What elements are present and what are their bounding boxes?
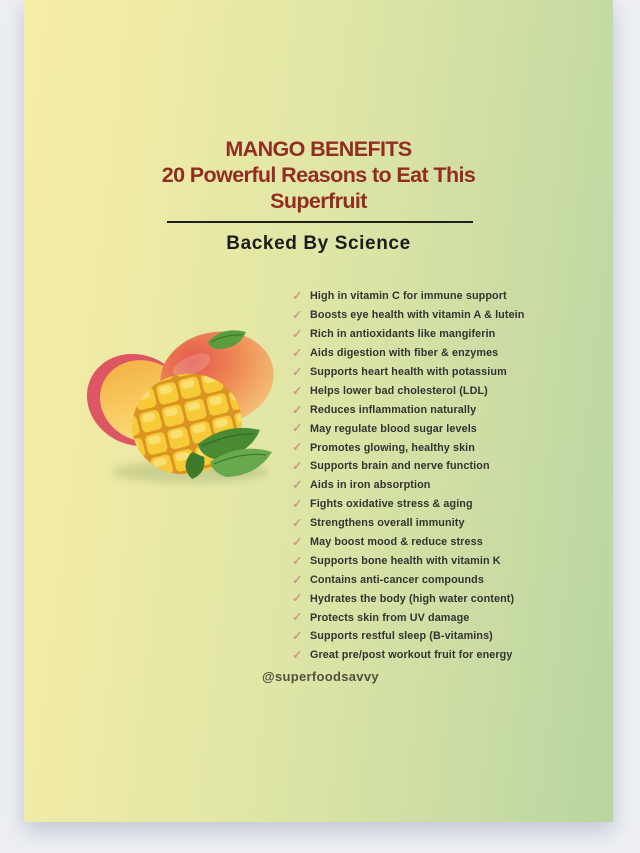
benefit-text: Supports brain and nerve function xyxy=(310,460,490,473)
subtitle: Backed By Science xyxy=(226,233,411,254)
benefits-list xyxy=(292,287,524,665)
title-divider xyxy=(167,221,473,223)
benefit-text: Promotes glowing, healthy skin xyxy=(310,441,475,454)
benefit-item xyxy=(292,400,524,419)
benefit-item xyxy=(292,363,524,382)
benefit-item xyxy=(292,627,524,646)
benefit-item xyxy=(292,551,524,570)
benefit-item xyxy=(292,287,524,306)
benefit-item xyxy=(292,514,524,533)
benefit-text: Supports heart health with potassium xyxy=(310,366,507,378)
benefit-item xyxy=(292,608,524,627)
benefit-text: Fights oxidative stress & aging xyxy=(310,498,473,511)
title-line-3: Superfruit xyxy=(270,189,367,213)
check-icon: ✓ xyxy=(292,345,303,360)
benefit-text: Boosts eye health with vitamin A & lutein xyxy=(310,309,525,322)
benefit-item xyxy=(292,325,524,344)
check-icon: ✓ xyxy=(292,308,303,323)
benefit-text: Rich in antioxidants like mangiferin xyxy=(310,328,496,341)
benefit-text: Supports restful sleep (B-vitamins) xyxy=(310,630,493,643)
benefit-text: Helps lower bad cholesterol (LDL) xyxy=(310,384,488,397)
benefit-text: Supports bone health with vitamin K xyxy=(310,554,501,567)
benefit-text: Great pre/post workout fruit for energy xyxy=(310,649,513,662)
check-icon: ✓ xyxy=(292,496,303,511)
benefit-item xyxy=(292,495,524,514)
benefit-text: Protects skin from UV damage xyxy=(310,611,470,624)
title-line-1: MANGO BENEFITS xyxy=(225,137,412,161)
check-icon: ✓ xyxy=(292,648,303,663)
check-icon: ✓ xyxy=(292,553,303,568)
benefit-text: Aids digestion with fiber & enzymes xyxy=(310,347,499,360)
benefit-text: Strengthens overall immunity xyxy=(310,517,465,530)
benefit-item xyxy=(292,589,524,608)
check-icon: ✓ xyxy=(292,572,303,587)
benefit-item xyxy=(292,306,524,325)
check-icon: ✓ xyxy=(292,629,303,644)
check-icon: ✓ xyxy=(292,326,303,341)
benefit-text: Hydrates the body (high water content) xyxy=(310,592,515,605)
poster-title xyxy=(24,136,613,214)
poster-card xyxy=(24,0,613,822)
check-icon: ✓ xyxy=(292,421,303,436)
mango-illustration xyxy=(80,326,292,488)
check-icon: ✓ xyxy=(292,610,303,625)
benefit-text: Aids in iron absorption xyxy=(310,479,431,492)
check-icon: ✓ xyxy=(292,440,303,455)
benefit-text: High in vitamin C for immune support xyxy=(310,290,507,303)
check-icon: ✓ xyxy=(292,459,303,474)
benefit-item xyxy=(292,646,524,665)
benefit-item xyxy=(292,438,524,457)
benefit-item xyxy=(292,533,524,552)
benefit-text: May regulate blood sugar levels xyxy=(310,422,477,435)
check-icon: ✓ xyxy=(292,383,303,398)
check-icon: ✓ xyxy=(292,515,303,530)
check-icon: ✓ xyxy=(292,364,303,379)
benefit-item xyxy=(292,381,524,400)
check-icon: ✓ xyxy=(292,402,303,417)
title-line-2: 20 Powerful Reasons to Eat This xyxy=(161,163,476,187)
benefit-text: Reduces inflammation naturally xyxy=(310,403,477,416)
social-handle: @superfoodsavvy xyxy=(262,669,379,684)
check-icon: ✓ xyxy=(292,478,303,493)
benefit-item xyxy=(292,570,524,589)
benefit-item xyxy=(292,419,524,438)
benefit-item xyxy=(292,457,524,476)
check-icon: ✓ xyxy=(292,534,303,549)
benefit-text: Contains anti-cancer compounds xyxy=(310,573,484,586)
benefit-text: May boost mood & reduce stress xyxy=(310,536,483,549)
check-icon: ✓ xyxy=(292,591,303,606)
benefit-item xyxy=(292,476,524,495)
benefit-item xyxy=(292,344,524,363)
check-icon: ✓ xyxy=(292,289,303,304)
